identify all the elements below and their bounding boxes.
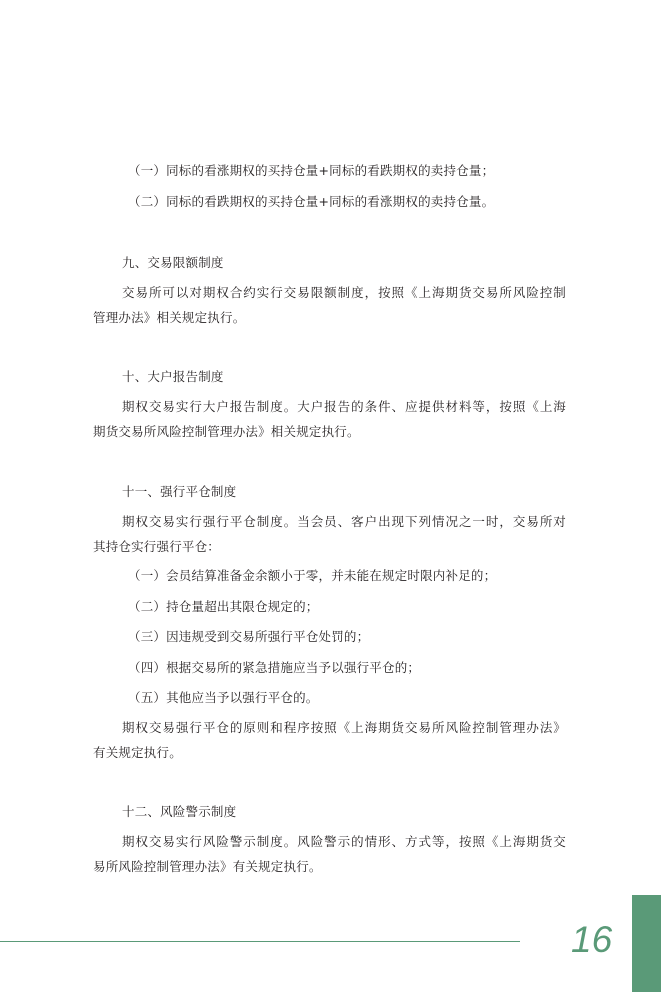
page-edge-tab [632,895,661,992]
section-heading-11: 十一、强行平仓制度 [122,484,237,499]
forced-liquidation-item-2: （二）持仓量超出其限仓规定的； [128,599,319,614]
forced-liquidation-item-3: （三）因违规受到交易所强行平仓处罚的； [128,629,370,644]
section-heading-9: 九、交易限额制度 [122,255,224,270]
section-11-closing-line-1: 期权交易强行平仓的原则和程序按照《上海期货交易所风险控制管理办法》 [122,720,566,735]
section-heading-10: 十、大户报告制度 [122,369,224,384]
section-11-closing-line-2: 有关规定执行。 [93,745,182,760]
section-11-paragraph-line-1: 期权交易实行强行平仓制度。当会员、客户出现下列情况之一时，交易所对 [122,514,566,529]
section-12-paragraph-line-1: 期权交易实行风险警示制度。风险警示的情形、方式等，按照《上海期货交 [122,834,566,849]
footer-divider [0,941,520,942]
section-12-paragraph-line-2: 易所风险控制管理办法》有关规定执行。 [93,859,322,874]
page-number: 16 [571,919,613,960]
section-9-paragraph-line-2: 管理办法》相关规定执行。 [93,310,246,325]
section-heading-12: 十二、风险警示制度 [122,804,237,819]
forced-liquidation-item-5: （五）其他应当予以强行平仓的。 [128,690,319,705]
section-10-paragraph-line-1: 期权交易实行大户报告制度。大户报告的条件、应提供材料等，按照《上海 [122,399,566,414]
forced-liquidation-item-1: （一）会员结算准备金余额小于零，并未能在规定时限内补足的； [128,568,497,583]
section-9-paragraph-line-1: 交易所可以对期权合约实行交易限额制度，按照《上海期货交易所风险控制 [122,285,566,300]
rule-item-1: （一）同标的看涨期权的买持仓量+同标的看跌期权的卖持仓量； [128,163,495,178]
forced-liquidation-item-4: （四）根据交易所的紧急措施应当予以强行平仓的； [128,660,421,675]
section-10-paragraph-line-2: 期货交易所风险控制管理办法》相关规定执行。 [93,424,360,439]
rule-item-2: （二）同标的看跌期权的买持仓量+同标的看涨期权的卖持仓量。 [128,194,495,209]
section-11-paragraph-line-2: 其持仓实行强行平仓： [93,539,221,554]
